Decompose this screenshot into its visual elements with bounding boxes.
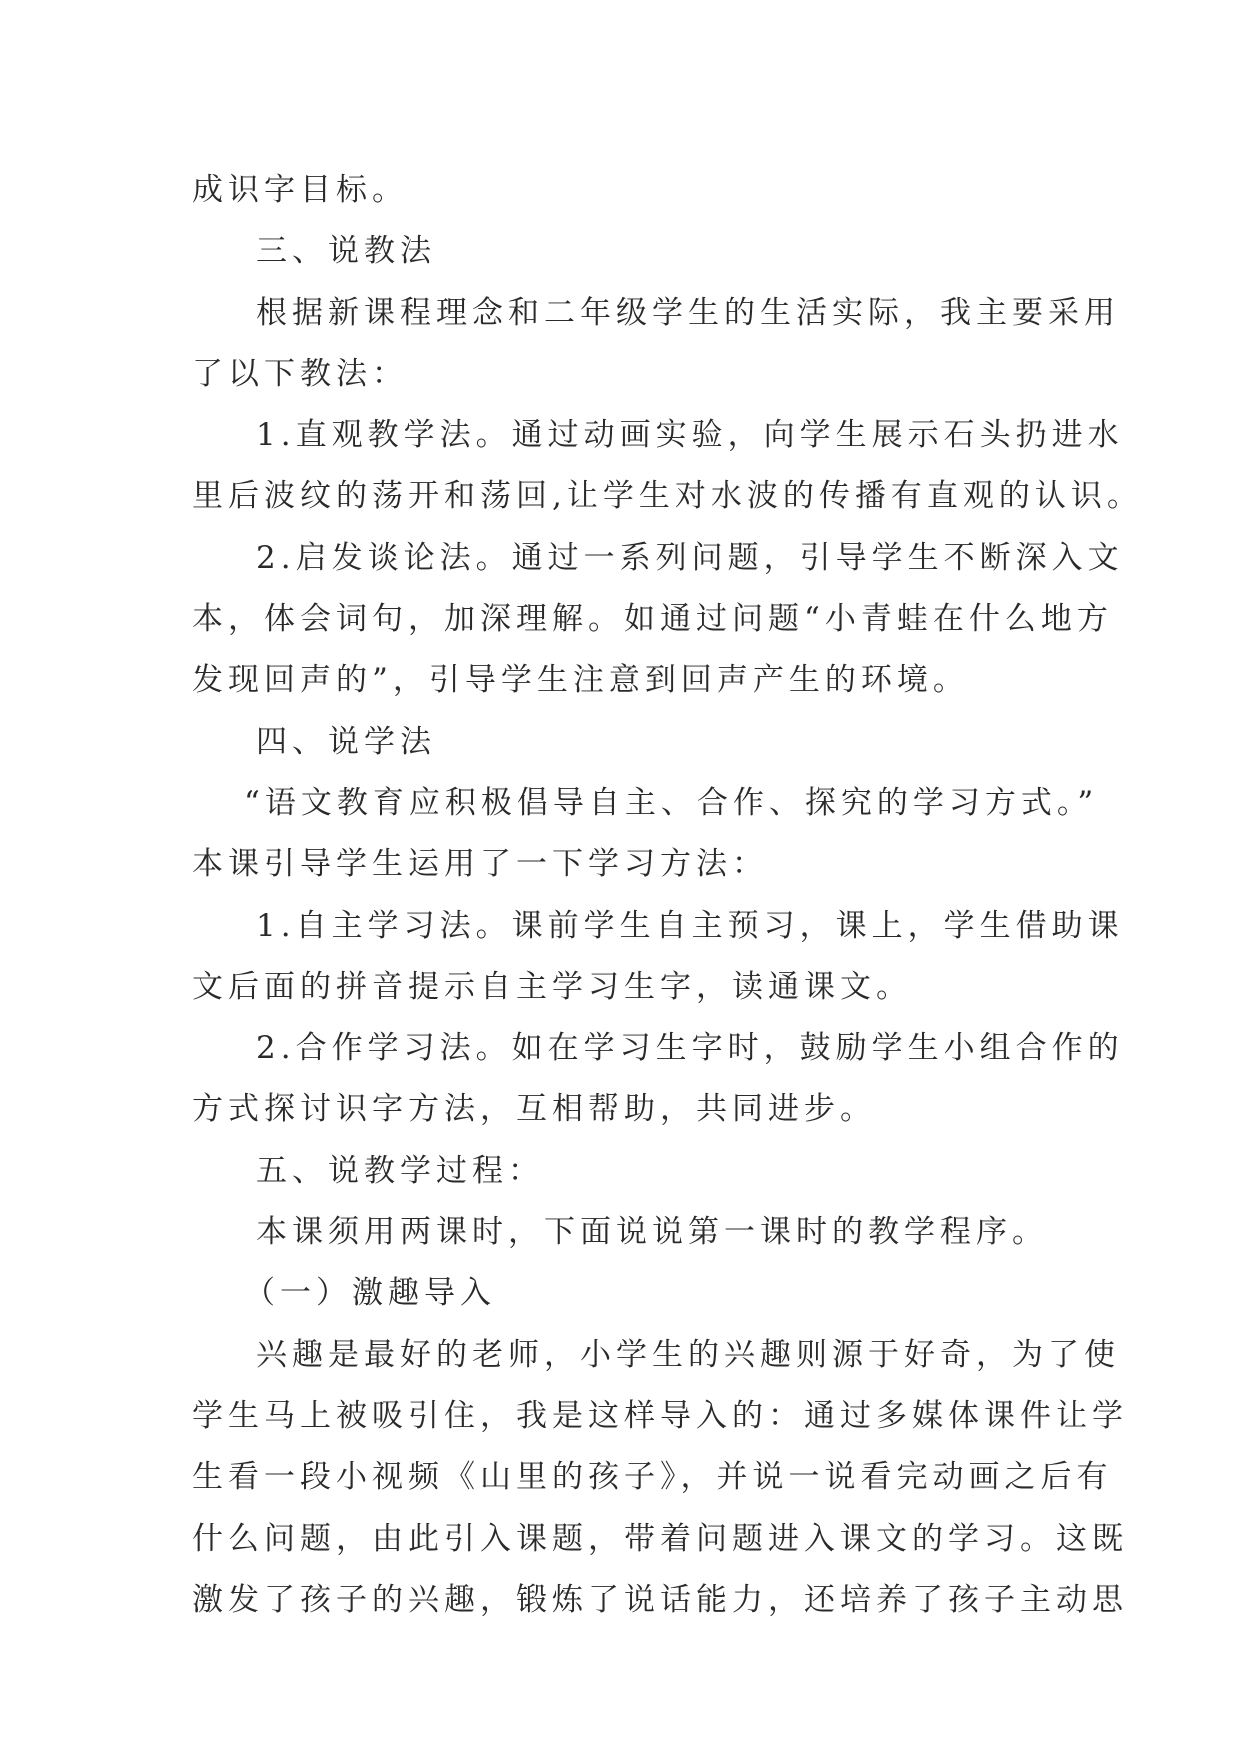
text-line: 根据新课程理念和二年级学生的生活实际，我主要采用 (256, 294, 1120, 331)
text-line: 什么问题，由此引入课题，带着问题进入课文的学习。这既 (192, 1520, 1128, 1557)
text-line: 2.启发谈论法。通过一系列问题，引导学生不断深入文 (256, 539, 1124, 576)
section-heading-teaching-methods: 三、说教法 (256, 233, 436, 270)
text-line: 2.合作学习法。如在学习生字时，鼓励学生小组合作的 (256, 1030, 1124, 1067)
text-line: 本，体会词句，加深理解。如通过问题“小青蛙在什么地方 (192, 601, 1113, 638)
text-line: 兴趣是最好的老师，小学生的兴趣则源于好奇，为了使 (256, 1336, 1120, 1373)
body-text (192, 160, 1143, 1631)
text-line: 1.直观教学法。通过动画实验，向学生展示石头扔进水 (256, 417, 1124, 454)
text-line: 发现回声的”，引导学生注意到回声产生的环境。 (192, 662, 969, 699)
section-heading-learning-methods: 四、说学法 (256, 723, 436, 760)
quote-line: “语文教育应积极倡导自主、合作、探究的学习方式。” (244, 784, 1099, 821)
text-line: 了以下教法： (192, 355, 408, 392)
text-line: 激发了孩子的兴趣，锻炼了说话能力，还培养了孩子主动思 (192, 1581, 1128, 1618)
text-line: 文后面的拼音提示自主学习生字，读通课文。 (192, 968, 912, 1005)
text-line: 学生马上被吸引住，我是这样导入的：通过多媒体课件让学 (192, 1397, 1128, 1434)
subsection-heading: （一）激趣导入 (244, 1275, 496, 1312)
text-line: 本课引导学生运用了一下学习方法： (192, 846, 768, 883)
text-line: 本课须用两课时，下面说说第一课时的教学程序。 (256, 1214, 1048, 1251)
text-line: 成识字目标。 (192, 172, 408, 208)
text-line: 方式探讨识字方法，互相帮助，共同进步。 (192, 1091, 876, 1128)
text-line: 生看一段小视频《山里的孩子》，并说一说看完动画之后有 (192, 1459, 1113, 1496)
text-line: 1.自主学习法。课前学生自主预习，课上，学生借助课 (256, 907, 1124, 944)
text-line: 里后波纹的荡开和荡回,让学生对水波的传播有直观的认识。 (192, 478, 1143, 515)
section-heading-teaching-process: 五、说教学过程： (256, 1152, 544, 1189)
